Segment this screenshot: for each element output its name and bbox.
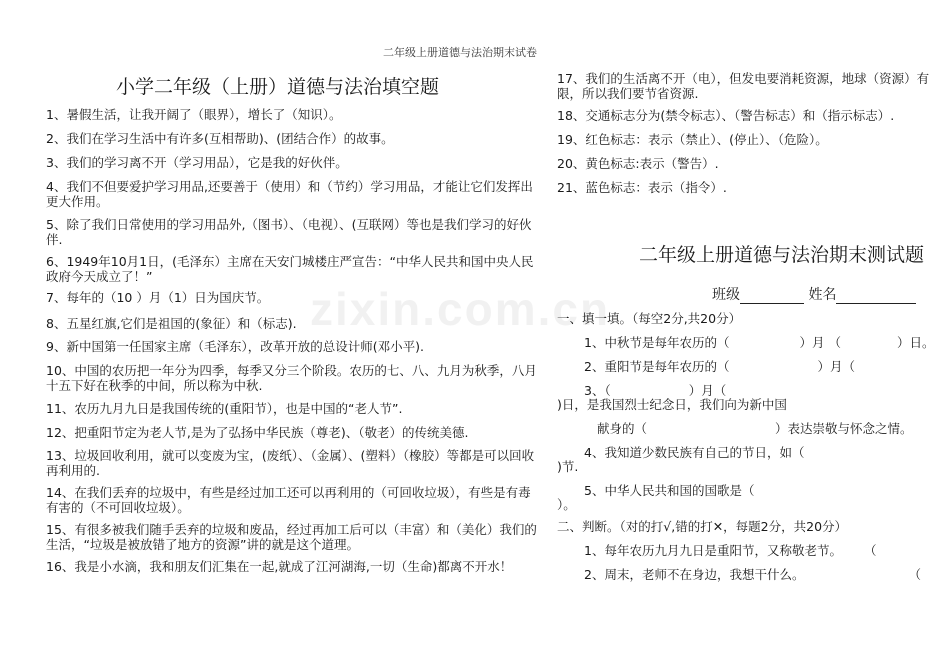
question-20: 20、黄色标志:表示（警告）. <box>557 156 719 171</box>
s1-q3-text3: ）表达崇敬与怀念之情。 <box>775 421 913 436</box>
question-21: 21、蓝色标志：表示（指令）. <box>557 180 727 195</box>
question-7: 7、每年的（10 ）月（1）日为国庆节。 <box>46 290 270 305</box>
watermark: zixin.com.cn <box>310 283 611 335</box>
left-title: 小学二年级（上册）道德与法治填空题 <box>116 76 440 98</box>
question-18: 18、交通标志分为(禁令标志）、（警告标志）和（指示标志）. <box>557 108 895 123</box>
question-8: 8、五星红旗,它们是祖国的(象征）和（标志). <box>46 316 297 331</box>
s2-question-1 <box>584 544 876 559</box>
s1-question-1 <box>584 336 934 351</box>
question-13: 13、垃圾回收利用，就可以变废为宝，(废纸）、（金属）、(塑料）（橡胶）等都是可以回收再利用的. <box>46 448 535 478</box>
s1-q1-day: ）日。 <box>896 335 935 350</box>
s2-question-2 <box>584 568 921 583</box>
s1-question-2 <box>584 360 855 375</box>
class-field[interactable] <box>740 289 804 304</box>
question-19: 19、红色标志：表示（禁止）、(停止）、（危险）。 <box>557 132 828 147</box>
s1-q3-text: 3、（ <box>584 383 611 398</box>
question-9: 9、新中国第一任国家主席（毛泽东），改革开放的总设计师(邓小平). <box>46 339 424 354</box>
s1-question-3-cont: )日，是我国烈士纪念日，我们向为新中国 <box>557 397 787 412</box>
s2-q1-answer-paren[interactable]: （ <box>863 543 877 558</box>
s2-q1-text: 1、每年农历九月九日是重阳节，又称敬老节。 <box>584 543 842 558</box>
question-14: 14、在我们丢弃的垃圾中，有些是经过加工还可以再利用的（可回收垃圾），有些是有毒有害的（不可回收垃圾）。 <box>46 485 531 515</box>
right-column <box>557 71 935 651</box>
s1-question-5-cont: ）。 <box>557 497 576 512</box>
question-12: 12、把重阳节定为老人节,是为了弘扬中华民族（尊老)、（敬老）的传统美德. <box>46 425 469 440</box>
s1-q3-month: ）月（ <box>688 383 727 398</box>
test-title: 二年级上册道德与法治期末测试题 <box>639 244 925 266</box>
s1-question-3-line2 <box>597 422 913 437</box>
question-11: 11、农历九月九日是我国传统的(重阳节），也是中国的“老人节”. <box>46 401 403 416</box>
question-4: 4、我们不但要爱护学习用品,还要善于（使用）和（节约）学习用品，才能让它们发挥出更大作用。 <box>46 179 533 209</box>
s1-question-4-cont: )节. <box>557 459 579 474</box>
name-field[interactable] <box>836 289 916 304</box>
class-label: 班级 <box>712 287 740 303</box>
s2-q2-answer-paren[interactable]: （ <box>908 567 921 582</box>
s1-q2-month: ）月（ <box>817 359 855 374</box>
question-16: 16、我是小水滴，我和朋友们汇集在一起,就成了江河湖海,一切（生命)都离不开水！ <box>46 559 513 574</box>
s1-q2-text: 2、重阳节是每年农历的（ <box>584 359 730 374</box>
question-6: 6、1949年10月1日，(毛泽东）主席在天安门城楼庄严宣告：“中华人民共和国中央人民政府今天成立了！” <box>46 254 534 284</box>
question-5: 5、除了我们日常使用的学习用品外,（图书）、（电视）、(互联网）等也是我们学习的好伙伴. <box>46 217 532 247</box>
document-header: 二年级上册道德与法治期末试卷 <box>383 46 537 59</box>
section-1-title: 一、填一填。（每空2分,共20分） <box>557 311 742 326</box>
s1-q1-text: 1、中秋节是每年农历的（ <box>584 335 730 350</box>
s1-question-5: 5、中华人民共和国的国歌是（ <box>584 483 755 498</box>
s1-question-4: 4、我知道少数民族有自己的节日，如（ <box>584 445 805 460</box>
question-10: 10、中国的农历把一年分为四季，每季又分三个阶段。农历的七、八、九月为秋季，八月十五下好在秋季的中间，所以称为中秋. <box>46 363 537 393</box>
question-15: 15、有很多被我们随手丢弃的垃圾和废品，经过再加工后可以（丰富）和（美化）我们的生活，“垃圾是被放错了地方的资源”讲的就是这个道理。 <box>46 522 537 552</box>
s1-q1-month: ）月 （ <box>799 335 841 350</box>
question-2: 2、我们在学习生活中有许多(互相帮助)、(团结合作）的故事。 <box>46 131 394 146</box>
class-name-line <box>712 284 916 304</box>
s1-q3-text2: 献身的（ <box>597 421 648 436</box>
question-17: 17、我们的生活离不开（电），但发电要消耗资源，地球（资源）有限，所以我们要节省资源. <box>557 71 930 101</box>
s2-q2-text: 2、周末，老师不在身边，我想干什么。 <box>584 567 805 582</box>
question-3: 3、我们的学习离不开（学习用品），它是我的好伙伴。 <box>46 155 348 170</box>
question-1: 1、暑假生活，让我开阔了（眼界），增长了（知识）。 <box>46 107 342 122</box>
section-2-title: 二、判断。（对的打√,错的打✕，每题2分，共20分） <box>557 519 848 534</box>
name-label: 姓名 <box>808 287 837 303</box>
